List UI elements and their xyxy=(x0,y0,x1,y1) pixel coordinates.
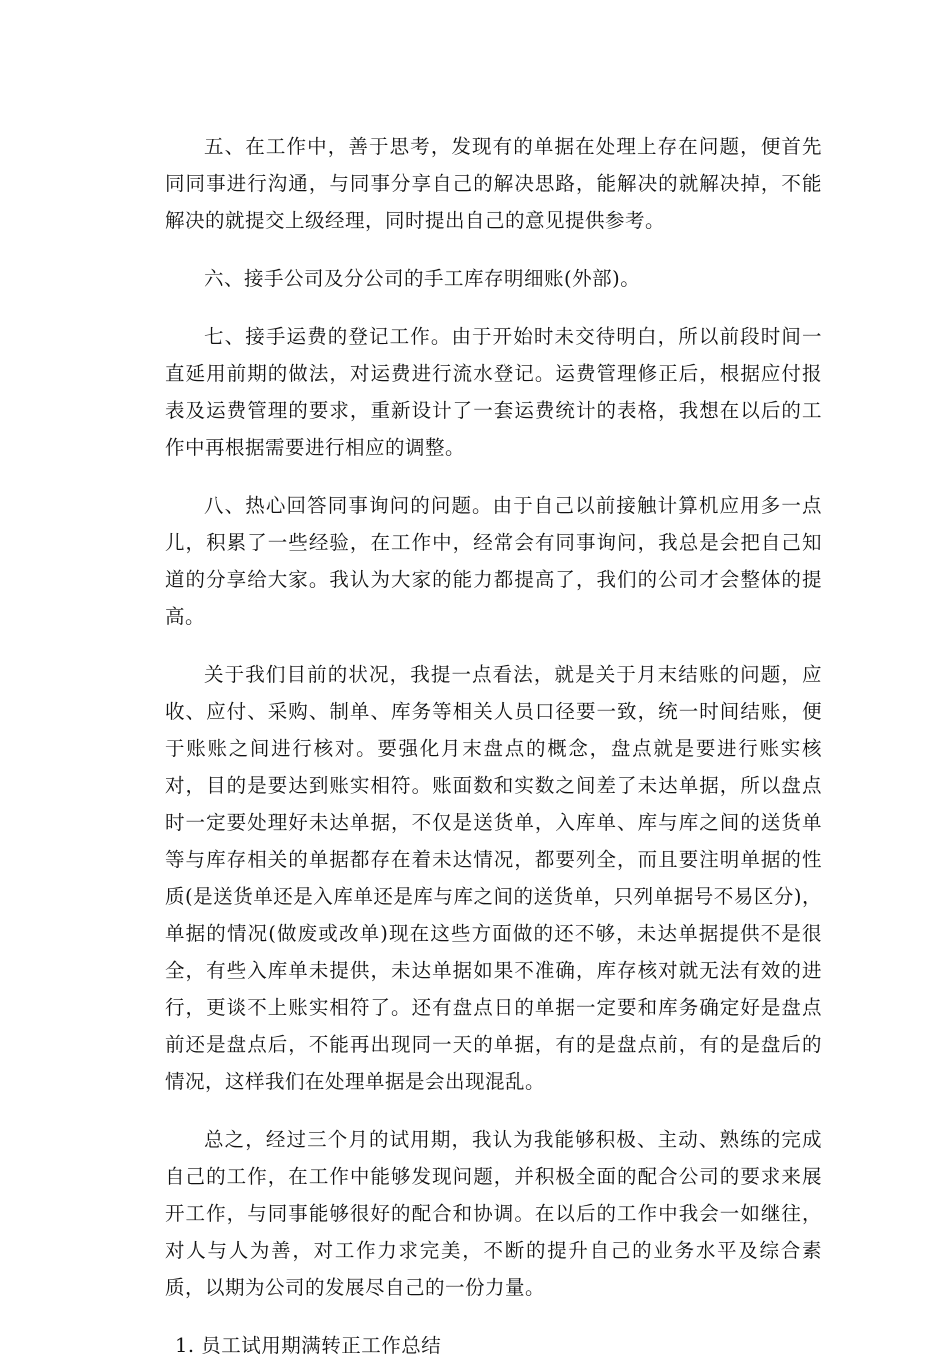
paragraph-gap xyxy=(165,1306,822,1327)
paragraph-month-end-opinion: 关于我们目前的状况，我提一点看法，就是关于月末结账的问题，应收、应付、采购、制单、库务等相关人员口径要一致，统一时间结账，便于账账之间进行核对。要强化月末盘点的概念，盘点就是要进行账实核对，目的是要达到账实相符。账面数和实数之间差了未达单据，所以盘点时一定要处理好未达单据，不仅是送货单，入库单、库与库之间的送货单等与库存相关的单据都存在着未达情况，都要列全，而且要注明单据的性质(是送货单还是入库单还是库与库之间的送货单，只列单据号不易区分)，单据的情况(做废或改单)现在这些方面做的还不够，未达单据提供不是很全，有些入库单未提供，未达单据如果不准确，库存核对就无法有效的进行，更谈不上账实相符了。还有盘点日的单据一定要和库务确定好是盘点前还是盘点后，不能再出现同一天的单据，有的是盘点前，有的是盘后的情况，这样我们在处理单据是会出现混乱。 xyxy=(165,663,822,1093)
paragraph-gap xyxy=(165,239,822,260)
paragraph-six: 六、接手公司及分公司的手工库存明细账(外部)。 xyxy=(204,267,641,290)
paragraph-gap xyxy=(165,466,822,487)
paragraph-five: 五、在工作中，善于思考，发现有的单据在处理上存在问题，便首先同同事进行沟通，与同事分享自己的解决思路，能解决的就解决掉，不能解决的就提交上级经理，同时提出自己的意见提供参考。 xyxy=(165,135,822,232)
paragraph-gap xyxy=(165,297,822,318)
list-item-title: 1. 员工试用期满转正工作总结 xyxy=(175,1334,442,1357)
paragraph-eight: 八、热心回答同事询问的问题。由于自己以前接触计算机应用多一点儿，积累了一些经验，在工作中，经常会有同事询问，我总是会把自己知道的分享给大家。我认为大家的能力都提高了，我们的公司才会整体的提高。 xyxy=(165,494,822,628)
paragraph-seven: 七、接手运费的登记工作。由于开始时未交待明白，所以前段时间一直延用前期的做法，对运费进行流水登记。运费管理修正后，根据应付报表及运费管理的要求，重新设计了一套运费统计的表格，我想在以后的工作中再根据需要进行相应的调整。 xyxy=(165,325,822,459)
paragraph-conclusion: 总之，经过三个月的试用期，我认为我能够积极、主动、熟练的完成自己的工作，在工作中能够发现问题，并积极全面的配合公司的要求来展开工作，与同事能够很好的配合和协调。在以后的工作中我会一如继往，对人与人为善，对工作力求完美，不断的提升自己的业务水平及综合素质，以期为公司的发展尽自己的一份力量。 xyxy=(165,1128,822,1299)
paragraph-gap xyxy=(165,635,822,656)
paragraph-gap xyxy=(165,1100,822,1121)
